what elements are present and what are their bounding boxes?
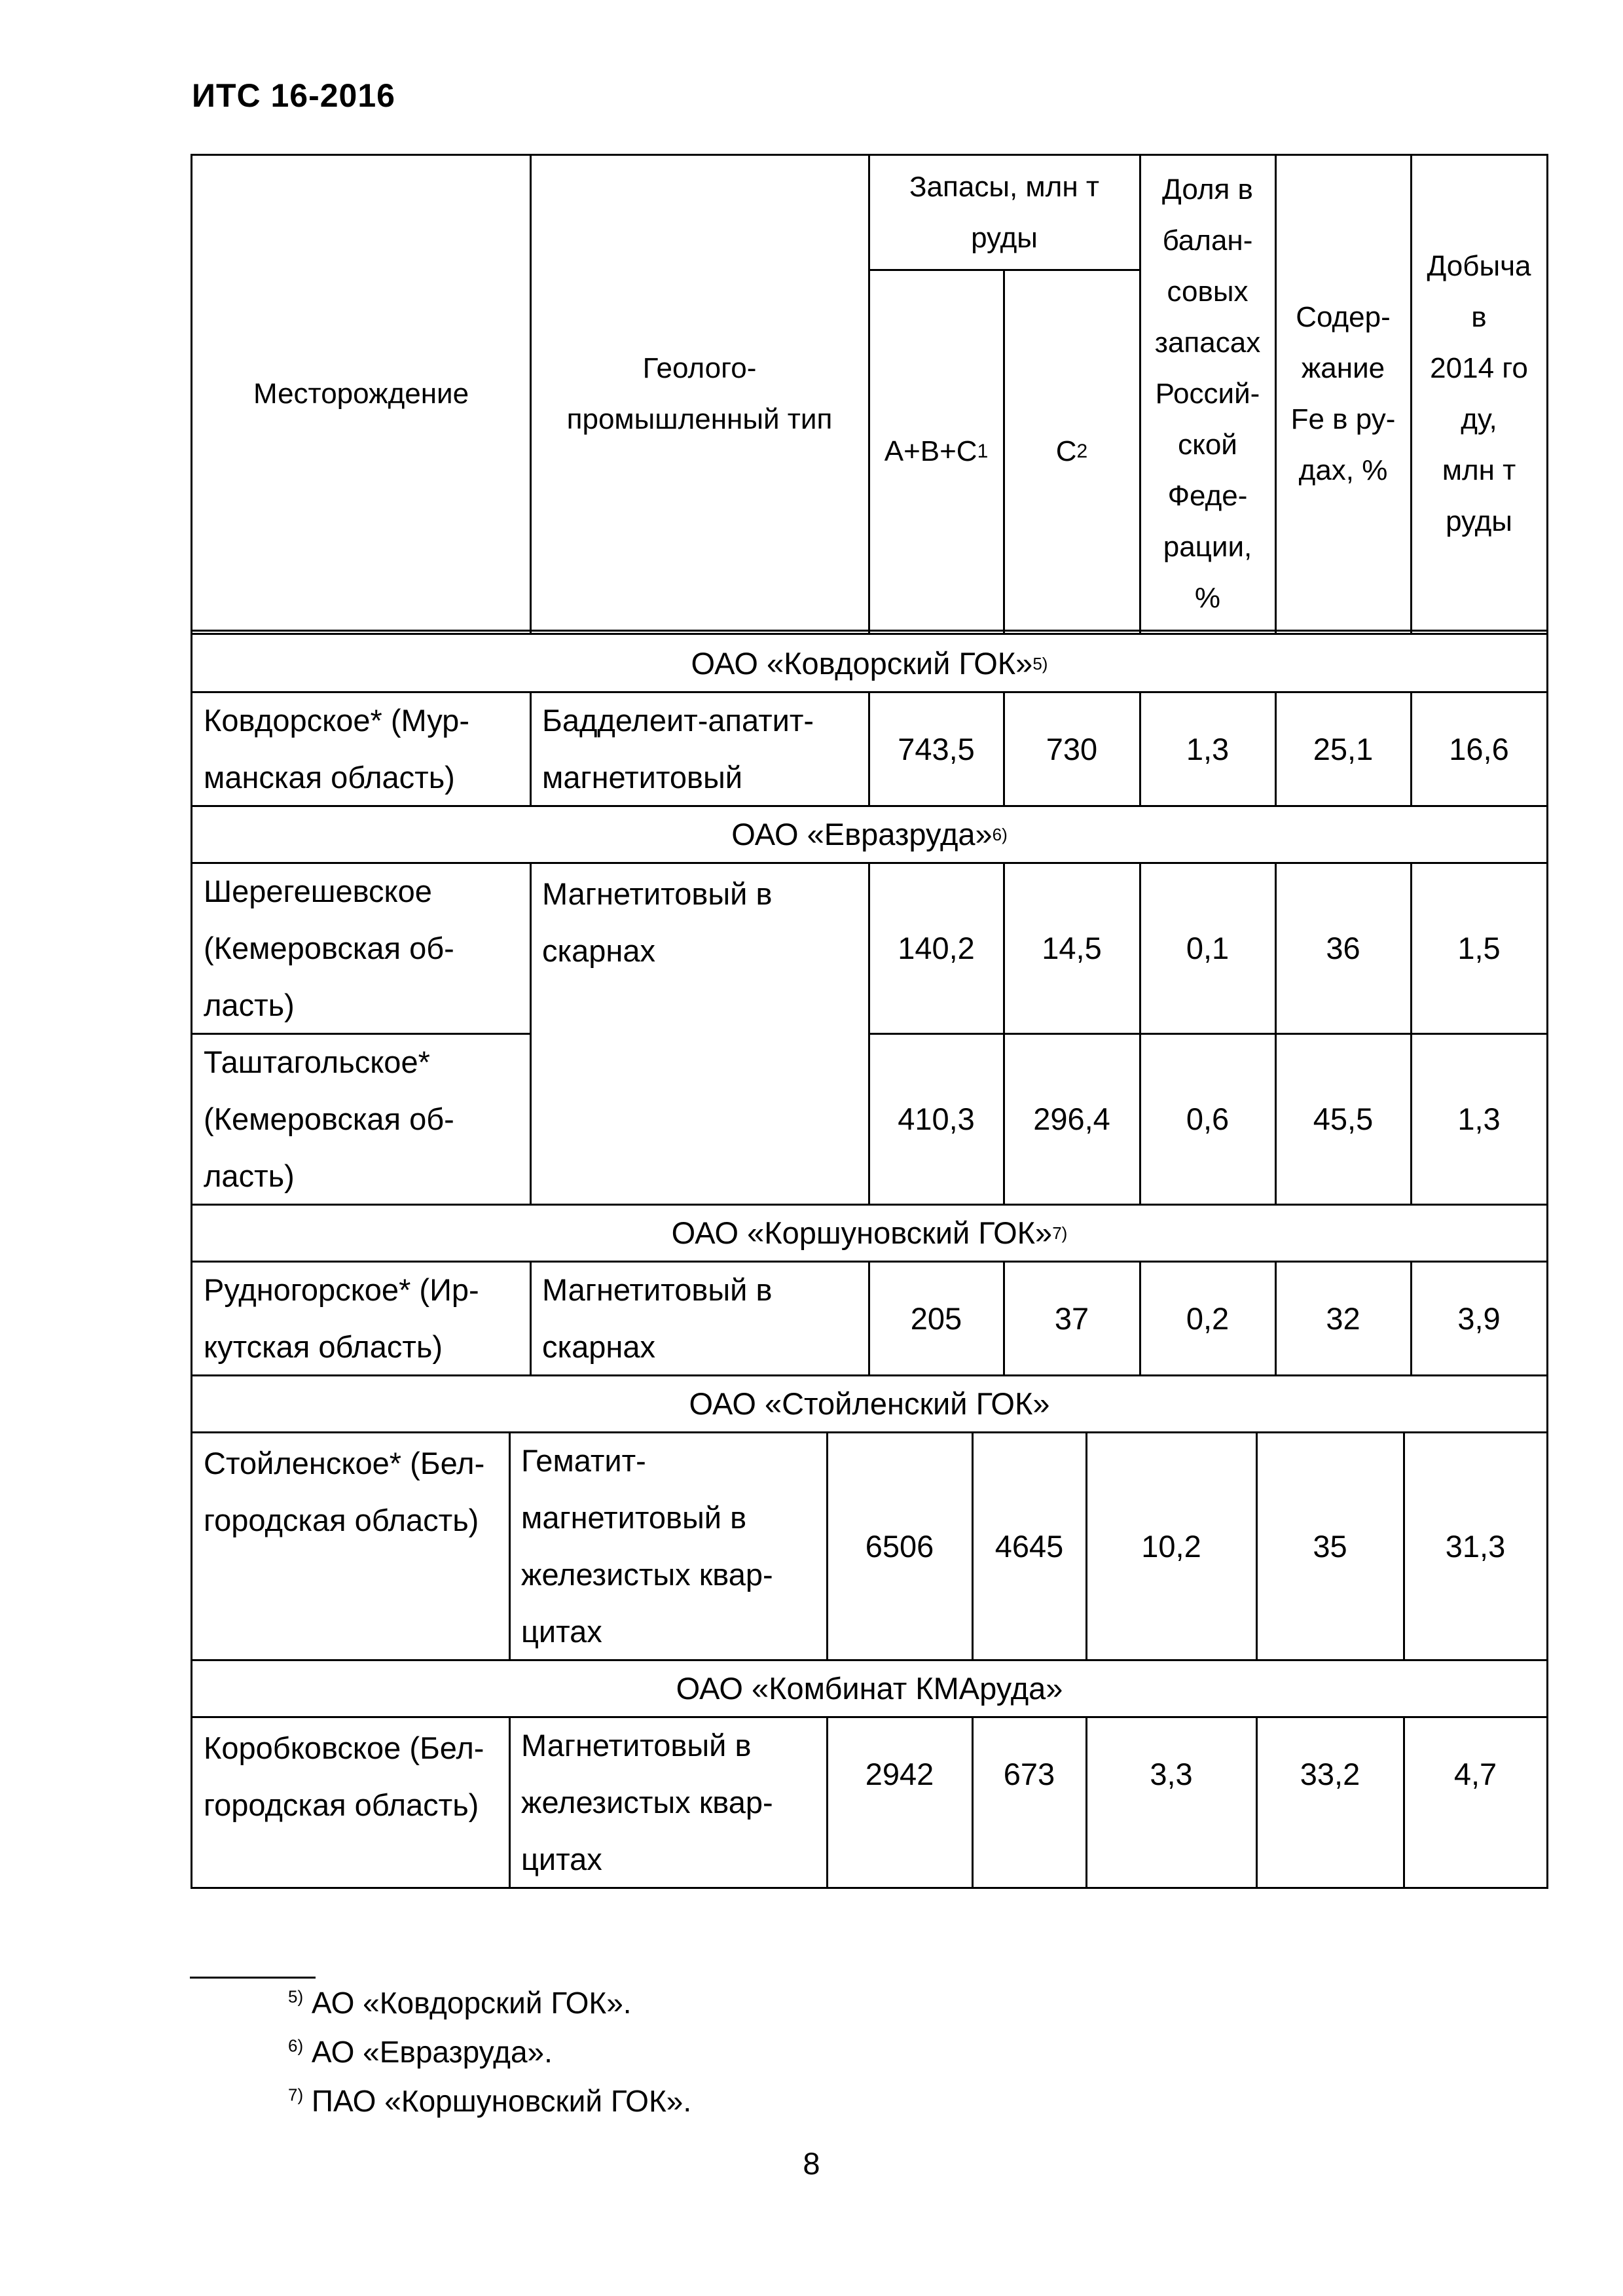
header-geo-type: Геолого- промышленный тип: [566, 352, 833, 435]
table-rule: [972, 1716, 974, 1888]
table-rule: [1085, 1716, 1087, 1888]
group-title: ОАО «Ковдорский ГОК» 5): [691, 646, 1048, 681]
table-rule: [1256, 1716, 1258, 1888]
output: 1,5: [1457, 931, 1501, 965]
table-rule: [1139, 691, 1141, 806]
table-rule: [1410, 1261, 1412, 1376]
fe-content: 32: [1326, 1300, 1360, 1336]
table-rule: [1410, 862, 1412, 1205]
reserves-c2: 296,4: [1033, 1102, 1110, 1136]
deposit-name: Стойленское* (Бел- городская область): [204, 1446, 485, 1537]
table-rule: [1403, 1431, 1405, 1660]
table-rule: [1003, 1261, 1005, 1376]
table-rule: [1410, 154, 1412, 633]
table-rule: [530, 862, 532, 1205]
fe-content: 45,5: [1313, 1102, 1374, 1136]
deposit-name: Шерегешевское (Кемеровская об- ласть): [204, 874, 454, 1022]
deposit-name: Таштагольское* (Кемеровская об- ласть): [204, 1045, 454, 1193]
geo-type: Магнетитовый в скарнах: [542, 1272, 773, 1364]
table-rule: [868, 691, 870, 806]
header-fe-content: Содер- жание Fe в ру- дах, %: [1290, 301, 1396, 486]
header-output-2014: Добыча в 2014 го ду, млн т руды: [1427, 250, 1531, 537]
table-rule: [191, 1887, 1548, 1889]
reserves-abc1: 743,5: [898, 731, 975, 766]
fe-content: 33,2: [1300, 1756, 1360, 1791]
table-rule: [191, 1659, 1548, 1661]
table-rule: [868, 1261, 870, 1376]
table-rule: [1410, 691, 1412, 806]
table-rule: [1139, 862, 1141, 1205]
share: 0,2: [1186, 1300, 1230, 1336]
table-rule: [191, 154, 192, 1889]
table-rule: [1139, 1261, 1141, 1376]
table-rule: [1139, 154, 1141, 633]
output: 1,3: [1457, 1102, 1501, 1136]
output: 16,6: [1449, 731, 1509, 766]
footnote-separator: [190, 1977, 316, 1979]
table-rule: [1003, 269, 1005, 633]
header-reserves: Запасы, млн т руды: [909, 170, 1100, 254]
share: 0,1: [1186, 931, 1230, 965]
table-rule: [1275, 691, 1277, 806]
reserves-c2: 37: [1054, 1300, 1089, 1336]
table-rule: [530, 691, 532, 806]
table-rule: [191, 1716, 1548, 1718]
table-rule: [1275, 154, 1277, 633]
output: 31,3: [1445, 1528, 1506, 1564]
share: 10,2: [1141, 1528, 1201, 1564]
table-rule: [530, 154, 532, 633]
group-title: ОАО «Комбинат КМАруда»: [676, 1671, 1063, 1706]
group-title: ОАО «Евразруда» 6): [731, 817, 1008, 852]
output: 3,9: [1457, 1300, 1501, 1336]
table-rule: [1403, 1716, 1405, 1888]
reserves-abc1: 140,2: [898, 931, 975, 965]
document-id: ИТС 16-2016: [192, 77, 395, 114]
table-rule: [509, 1716, 511, 1888]
header-c2: С 2: [1055, 435, 1088, 467]
table-rule: [509, 1431, 511, 1660]
table-rule: [191, 1033, 530, 1035]
deposit-name: Ковдорское* (Мур- манская область): [204, 703, 469, 795]
table-rule: [868, 154, 870, 633]
table-rule: [1085, 1431, 1087, 1660]
group-title: ОАО «Стойленский ГОК»: [689, 1386, 1050, 1421]
reserves-abc1: 6506: [865, 1528, 934, 1564]
reserves-abc1: 410,3: [898, 1102, 975, 1136]
table-rule: [972, 1431, 974, 1660]
table-rule: [869, 1033, 1548, 1035]
reserves-abc1: 205: [910, 1300, 962, 1336]
header-share: Доля в балан- совых запасах Россий- ской Феде- рации, %: [1154, 173, 1261, 614]
table-rule: [1003, 862, 1005, 1205]
deposit-name: Рудногорское* (Ир- кутская область): [204, 1272, 479, 1364]
share: 3,3: [1150, 1756, 1193, 1791]
table-rule: [826, 1431, 828, 1660]
reserves-c2: 673: [1003, 1756, 1055, 1791]
table-rule: [1275, 862, 1277, 1205]
geo-type: Магнетитовый в железистых квар- цитах: [521, 1728, 773, 1876]
fe-content: 36: [1326, 931, 1360, 965]
table-rule: [826, 1716, 828, 1888]
table-rule: [868, 862, 870, 1205]
group-title: ОАО «Коршуновский ГОК» 7): [671, 1215, 1068, 1250]
deposit-name: Коробковское (Бел- городская область): [204, 1731, 484, 1822]
footnote: $^{5)}$ АО «Ковдорский ГОК».: [288, 1986, 632, 2020]
reserves-abc1: 2942: [865, 1756, 934, 1791]
geo-type: Магнетитовый в скарнах: [542, 876, 773, 968]
table-rule: [1546, 154, 1548, 1889]
reserves-c2: 14,5: [1042, 931, 1102, 965]
fe-content: 25,1: [1313, 731, 1374, 766]
table-rule: [1256, 1431, 1258, 1660]
fe-content: 35: [1313, 1528, 1347, 1564]
geo-type: Бадделеит-апатит- магнетитовый: [542, 703, 814, 795]
footnote: $^{7)}$ ПАО «Коршуновский ГОК».: [288, 2084, 692, 2118]
table-rule: [191, 633, 1548, 635]
table-rule: [191, 1431, 1548, 1433]
table-rule: [1003, 691, 1005, 806]
header-abc1: А+В+С 1: [884, 435, 989, 467]
footnote: $^{6)}$ АО «Евразруда».: [288, 2035, 553, 2069]
reserves-c2: 4645: [994, 1528, 1064, 1564]
table-rule: [530, 1261, 532, 1376]
page-number: 8: [803, 2146, 820, 2181]
geo-type: Гематит- магнетитовый в железистых квар- цитах: [521, 1443, 773, 1649]
output: 4,7: [1453, 1756, 1497, 1791]
table-rule: [1275, 1261, 1277, 1376]
share: 0,6: [1186, 1102, 1230, 1136]
share: 1,3: [1186, 731, 1230, 766]
header-deposit: Месторождение: [253, 378, 469, 410]
reserves-c2: 730: [1046, 731, 1098, 766]
